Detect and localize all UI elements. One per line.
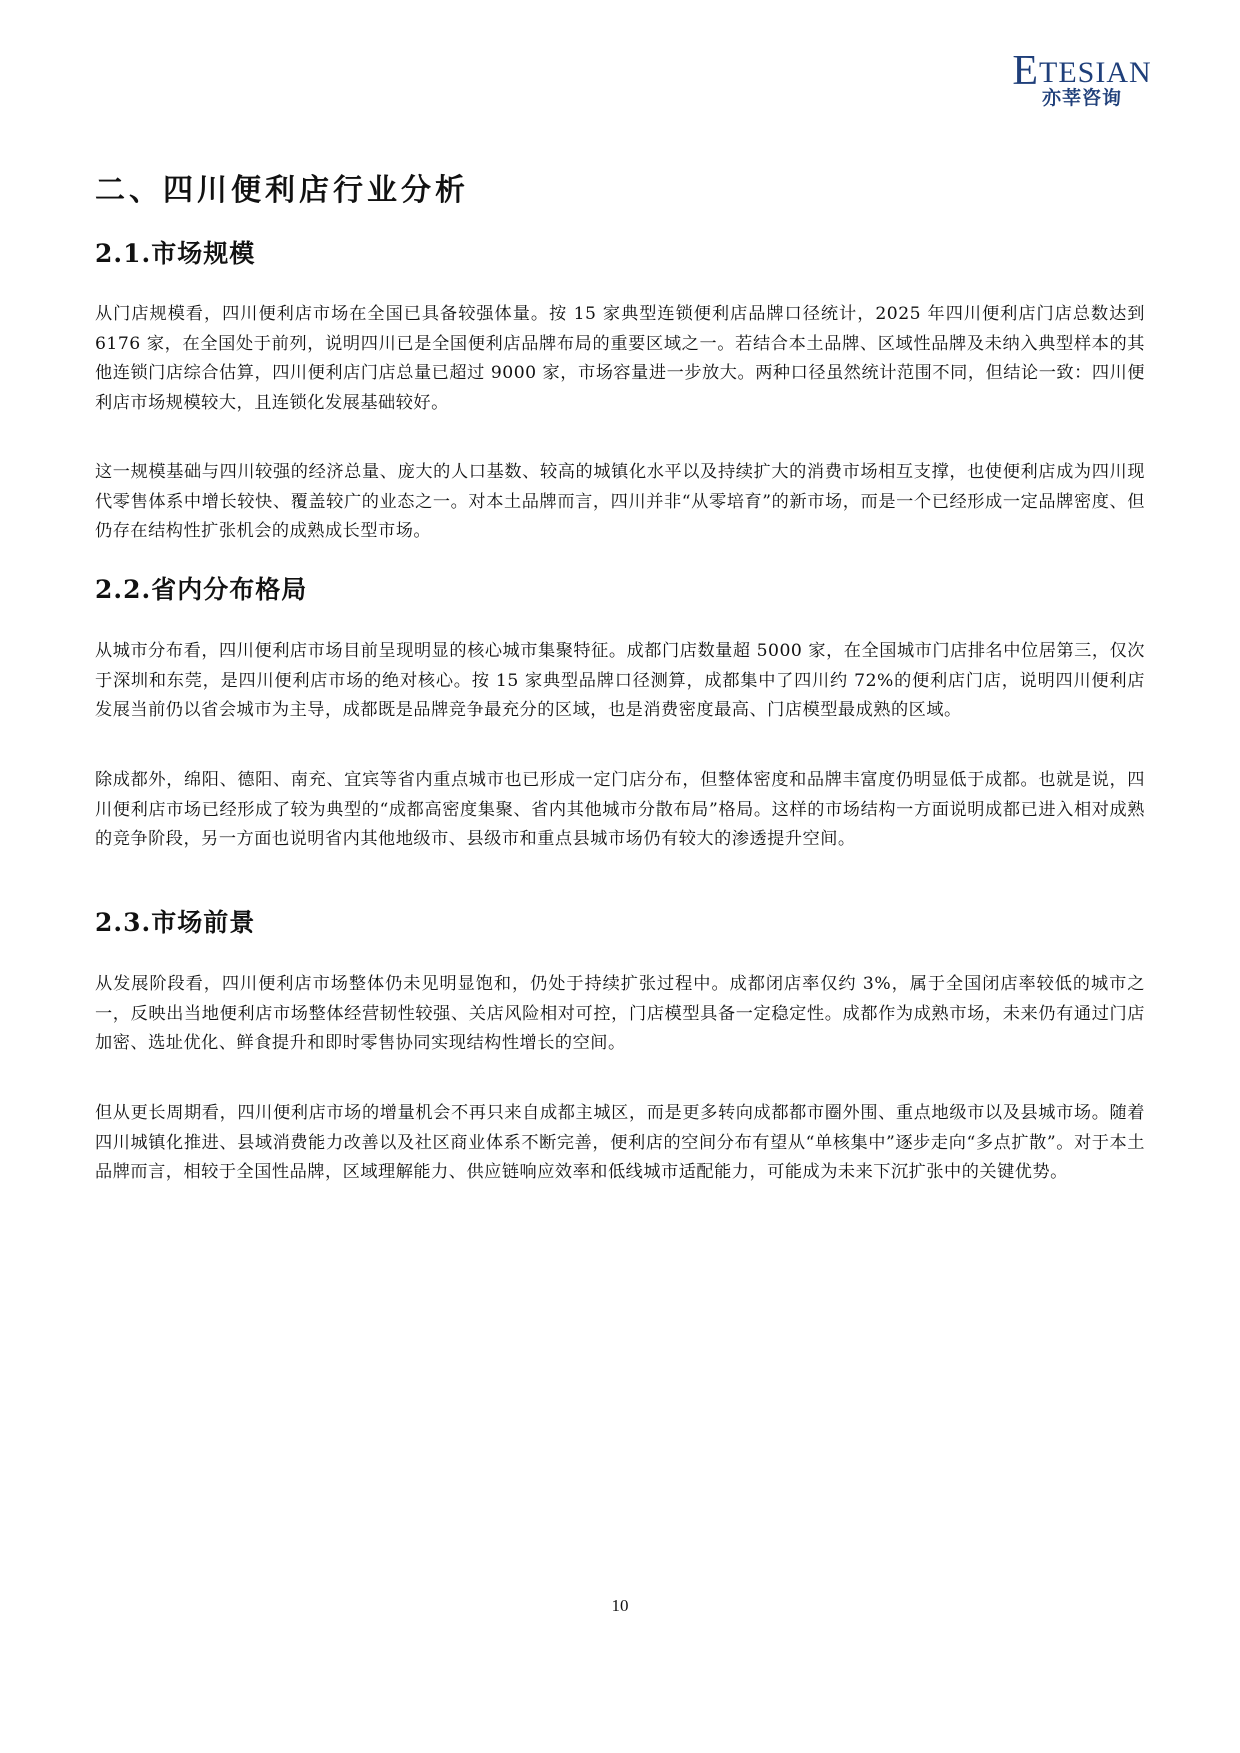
paragraph: 这一规模基础与四川较强的经济总量、庞大的人口基数、较高的城镇化水平以及持续扩大的消费市场相互支撑，也使便利店成为四川现代零售体系中增长较快、覆盖较广的业态之一。对本土品牌而言，四川并非“从零培育”的新市场，而是一个已经形成一定品牌密度、但仍存在结构性扩张机会的成熟成长型市场。	[95, 462, 1145, 541]
heading-market-size: 2.1.市场规模	[95, 239, 256, 268]
heading-distribution: 2.2.省内分布格局	[95, 575, 308, 604]
heading-outlook: 2.3.市场前景	[95, 908, 256, 937]
logo-chinese: 亦莘咨询	[1042, 87, 1123, 109]
paragraph: 从城市分布看，四川便利店市场目前呈现明显的核心城市集聚特征。成都门店数量超 5000 家，在全国城市门店排名中位居第三，仅次于深圳和东莞，是四川便利店市场的绝对核心。按 15 家典型品牌口径测算，成都集中了四川约 72%的便利店门店，说明四川便利店发展当前仍以省会城市为主导，成都既是品牌竞争最充分的区域，也是消费密度最高、门店模型最成熟的区域。	[95, 641, 1145, 720]
logo-english	[1012, 48, 1152, 94]
company-logo	[1012, 48, 1152, 109]
logo-rest: TESIAN	[1039, 56, 1152, 89]
section-title: 二、四川便利店行业分析	[95, 173, 469, 208]
page-number: 10	[611, 1596, 629, 1615]
paragraph: 从门店规模看，四川便利店市场在全国已具备较强体量。按 15 家典型连锁便利店品牌口径统计，2025 年四川便利店门店总数达到 6176 家，在全国处于前列，说明四川已是全国便利店品牌布局的重要区域之一。若结合本土品牌、区域性品牌及未纳入典型样本的其他连锁门店综合估算，四川便利店门店总量已超过 9000 家，市场容量进一步放大。两种口径虽然统计范围不同，但结论一致：四川便利店市场规模较大，且连锁化发展基础较好。	[95, 304, 1145, 413]
paragraph: 从发展阶段看，四川便利店市场整体仍未见明显饱和，仍处于持续扩张过程中。成都闭店率仅约 3%，属于全国闭店率较低的城市之一，反映出当地便利店市场整体经营韧性较强、关店风险相对可控，门店模型具备一定稳定性。成都作为成熟市场，未来仍有通过门店加密、选址优化、鲜食提升和即时零售协同实现结构性增长的空间。	[95, 974, 1145, 1053]
paragraph: 但从更长周期看，四川便利店市场的增量机会不再只来自成都主城区，而是更多转向成都都市圈外围、重点地级市以及县城市场。随着四川城镇化推进、县域消费能力改善以及社区商业体系不断完善，便利店的空间分布有望从“单核集中”逐步走向“多点扩散”。对于本土品牌而言，相较于全国性品牌，区域理解能力、供应链响应效率和低线城市适配能力，可能成为未来下沉扩张中的关键优势。	[95, 1103, 1145, 1182]
paragraph: 除成都外，绵阳、德阳、南充、宜宾等省内重点城市也已形成一定门店分布，但整体密度和品牌丰富度仍明显低于成都。也就是说，四川便利店市场已经形成了较为典型的“成都高密度集聚、省内其他城市分散布局”格局。这样的市场结构一方面说明成都已进入相对成熟的竞争阶段，另一方面也说明省内其他地级市、县级市和重点县城市场仍有较大的渗透提升空间。	[95, 770, 1145, 849]
logo-initial: E	[1012, 48, 1039, 94]
